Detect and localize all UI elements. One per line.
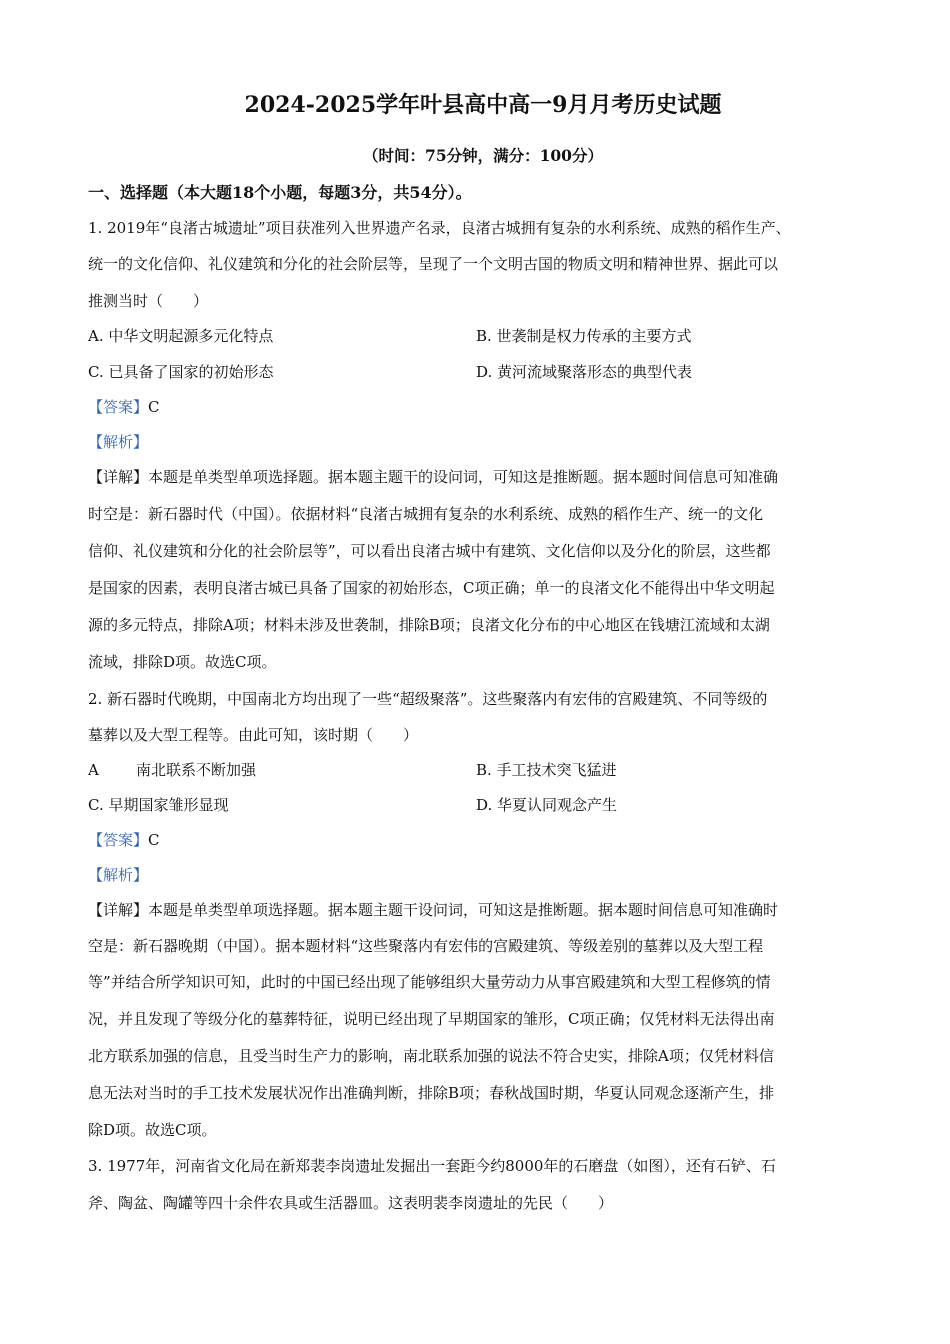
document-title: 2024-2025学年叶县高中高一9月月考历史试题	[244, 92, 722, 118]
q2-analysis-label: 【解析】	[88, 866, 149, 884]
q1-stem-line: 1. 2019年“良渚古城遗址”项目获准列入世界遗产名录，良渚古城拥有复杂的水利系统、成熟的稻作生产、	[88, 219, 791, 237]
q1-stem-line: 推测当时（ ）	[88, 292, 209, 310]
detail-text: 本题是单类型单项选择题。据本题主题干的设问词，可知这是推断题。据本题时间信息可知准确	[148, 468, 779, 486]
q2-stem-line: 2. 新石器时代晚期，中国南北方均出现了一些“超级聚落”。这些聚落内有宏伟的宫殿建筑、不同等级的	[88, 690, 768, 708]
q1-detail-line	[88, 467, 778, 487]
q1-detail-line: 是国家的因素，表明良渚古城已具备了国家的初始形态，C项正确；单一的良渚文化不能得出中华文明起	[88, 579, 775, 597]
q2-detail-line: 空是：新石器晚期（中国）。据本题材料“这些聚落内有宏伟的宫殿建筑、等级差别的墓葬以及大型工程	[88, 937, 764, 955]
q1-option-d: D. 黄河流域聚落形态的典型代表	[476, 363, 693, 381]
q1-stem-line: 统一的文化信仰、礼仪建筑和分化的社会阶层等，呈现了一个文明古国的物质文明和精神世界、据此可以	[88, 255, 779, 273]
q1-detail-line: 源的多元特点，排除A项；材料未涉及世袭制，排除B项；良渚文化分布的中心地区在钱塘江流域和太湖	[88, 616, 770, 634]
answer-label: 【答案】	[88, 831, 149, 849]
q2-option-a-letter: A	[88, 761, 99, 779]
q1-option-a: A. 中华文明起源多元化特点	[88, 327, 274, 345]
q1-detail-line: 流域，排除D项。故选C项。	[88, 653, 277, 671]
q1-analysis-label: 【解析】	[88, 433, 149, 451]
q2-stem-line: 墓葬以及大型工程等。由此可知，该时期（ ）	[88, 726, 419, 744]
q1-answer	[88, 397, 160, 417]
q2-option-d: D. 华夏认同观念产生	[476, 796, 618, 814]
section-heading: 一、选择题（本大题18个小题，每题3分，共54分）。	[88, 183, 472, 202]
q2-option-a: 南北联系不断加强	[136, 761, 257, 779]
answer-value: C	[148, 831, 160, 849]
q2-detail-line: 况，并且发现了等级分化的墓葬特征，说明已经出现了早期国家的雏形，C项正确；仅凭材料无法得出南	[88, 1010, 775, 1028]
q2-detail-line: 除D项。故选C项。	[88, 1121, 217, 1139]
detail-label: 【详解】	[88, 901, 149, 919]
q3-stem-line: 3. 1977年，河南省文化局在新郑裴李岗遗址发掘出一套距今约8000年的石磨盘（如图），还有石铲、石	[88, 1157, 776, 1175]
q2-detail-line: 等”并结合所学知识可知，此时的中国已经出现了能够组织大量劳动力从事宫殿建筑和大型工程修筑的情	[88, 973, 771, 991]
q1-option-b: B. 世袭制是权力传承的主要方式	[476, 327, 692, 345]
q1-option-c: C. 已具备了国家的初始形态	[88, 363, 274, 381]
q3-stem-line: 斧、陶盆、陶罐等四十余件农具或生活器皿。这表明裴李岗遗址的先民（ ）	[88, 1194, 614, 1212]
q1-detail-line: 信仰、礼仪建筑和分化的社会阶层等”，可以看出良渚古城中有建筑、文化信仰以及分化的阶层，这些都	[88, 542, 771, 560]
q2-detail-line	[88, 900, 778, 920]
q2-answer	[88, 830, 160, 850]
answer-label: 【答案】	[88, 398, 149, 416]
q1-detail-line: 时空是：新石器时代（中国）。依据材料“良渚古城拥有复杂的水利系统、成熟的稻作生产、统一的文化	[88, 505, 764, 523]
exam-info: （时间：75分钟，满分：100分）	[363, 146, 603, 165]
q2-option-b: B. 手工技术突飞猛进	[476, 761, 617, 779]
q2-option-c: C. 早期国家雏形显现	[88, 796, 229, 814]
q2-detail-line: 息无法对当时的手工技术发展状况作出准确判断，排除B项；春秋战国时期，华夏认同观念逐渐产生，排	[88, 1084, 775, 1102]
detail-text: 本题是单类型单项选择题。据本题主题干设问词，可知这是推断题。据本题时间信息可知准确时	[148, 901, 779, 919]
q2-detail-line: 北方联系加强的信息，且受当时生产力的影响，南北联系加强的说法不符合史实，排除A项；仅凭材料信	[88, 1047, 774, 1065]
answer-value: C	[148, 398, 160, 416]
detail-label: 【详解】	[88, 468, 149, 486]
